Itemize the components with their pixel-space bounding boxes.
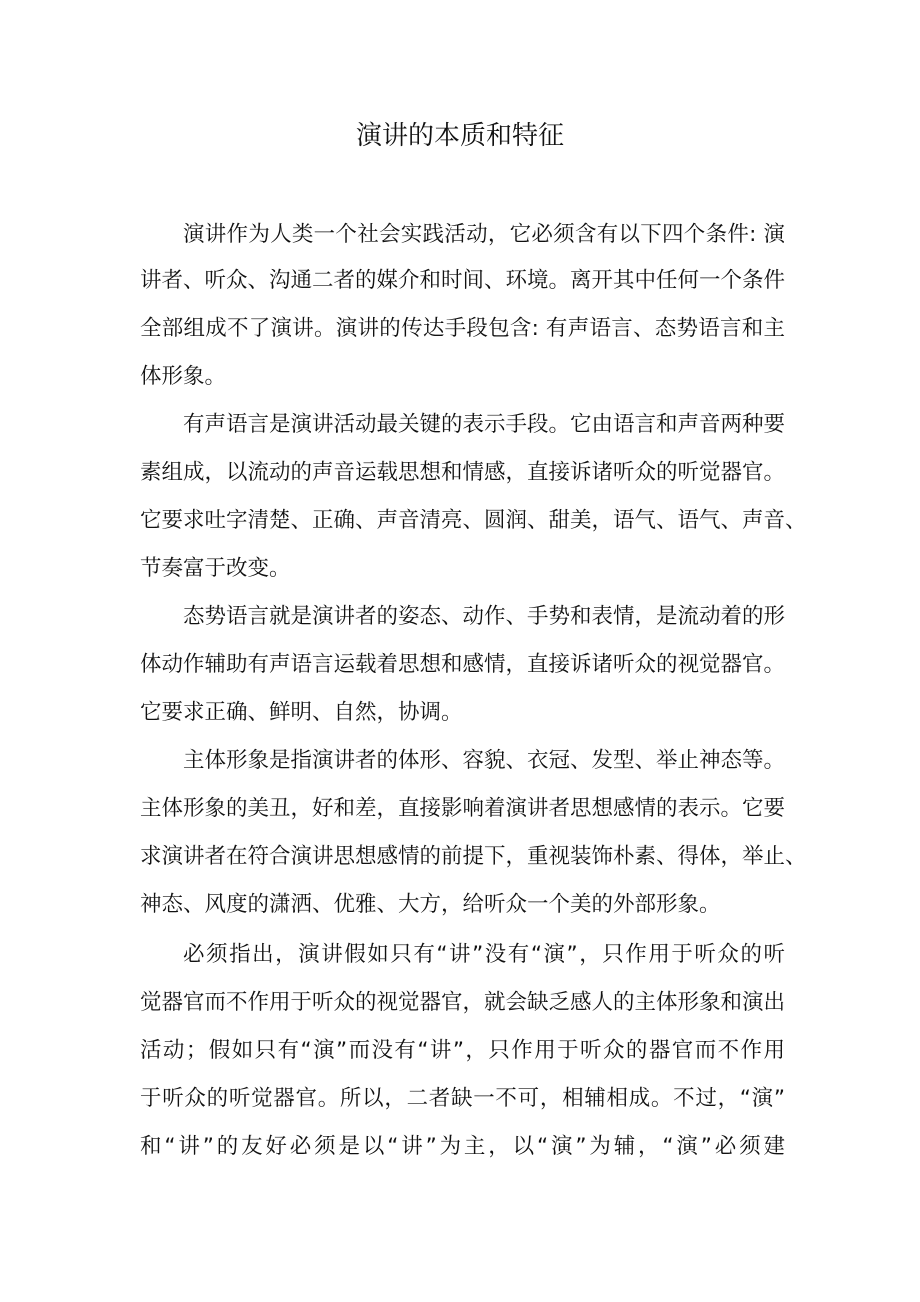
paragraph-line: 于听众的听觉器官。所以，二者缺一不可，相辅相成。不过，“演” [140,1086,785,1111]
paragraph-line: 必须指出，演讲假如只有“讲”没有“演”，只作用于听众的听 [183,942,785,967]
paragraph-line: 和“讲”的友好必须是以“讲”为主，以“演”为辅，“演”必须建 [140,1134,785,1159]
document-title: 演讲的本质和特征 [355,121,564,151]
paragraph-line: 它要求吐字清楚、正确、声音清亮、圆润、甜美，语气、语气、声音、 [140,508,807,533]
paragraph-line: 节奏富于改变。 [140,556,291,581]
paragraph-line: 体动作辅助有声语言运载着思想和感情，直接诉诸听众的视觉器官。 [140,652,786,677]
paragraph-line: 求演讲者在符合演讲思想感情的前提下，重视装饰朴素、得体，举止、 [140,844,807,869]
paragraph-line: 态势语言就是演讲者的姿态、动作、手势和表情，是流动着的形 [183,604,786,629]
paragraph-line: 主体形象是指演讲者的体形、容貌、衣冠、发型、举止神态等。 [183,748,786,773]
paragraph-line: 它要求正确、鲜明、自然，协调。 [140,700,463,725]
paragraph-line: 神态、风度的潇洒、优雅、大方，给听众一个美的外部形象。 [140,892,721,917]
paragraph-line: 全部组成不了演讲。演讲的传达手段包含: 有声语言、态势语言和主 [140,316,785,341]
paragraph-line: 觉器官而不作用于听众的视觉器官，就会缺乏感人的主体形象和演出 [140,990,786,1015]
paragraph-line: 活动；假如只有“演”而没有“讲”，只作用于听众的器官而不作用 [140,1038,785,1063]
paragraph-line: 素组成，以流动的声音运载思想和情感，直接诉诸听众的听觉器官。 [140,460,786,485]
paragraph-line: 演讲作为人类一个社会实践活动，它必须含有以下四个条件: 演 [183,222,785,247]
paragraph-line: 讲者、听众、沟通二者的媒介和时间、环境。离开其中任何一个条件 [140,268,786,293]
paragraph-line: 体形象。 [140,364,227,389]
paragraph-line: 主体形象的美丑，好和差，直接影响着演讲者思想感情的表示。它要 [140,796,786,821]
paragraph-line: 有声语言是演讲活动最关键的表示手段。它由语言和声音两种要 [183,412,786,437]
